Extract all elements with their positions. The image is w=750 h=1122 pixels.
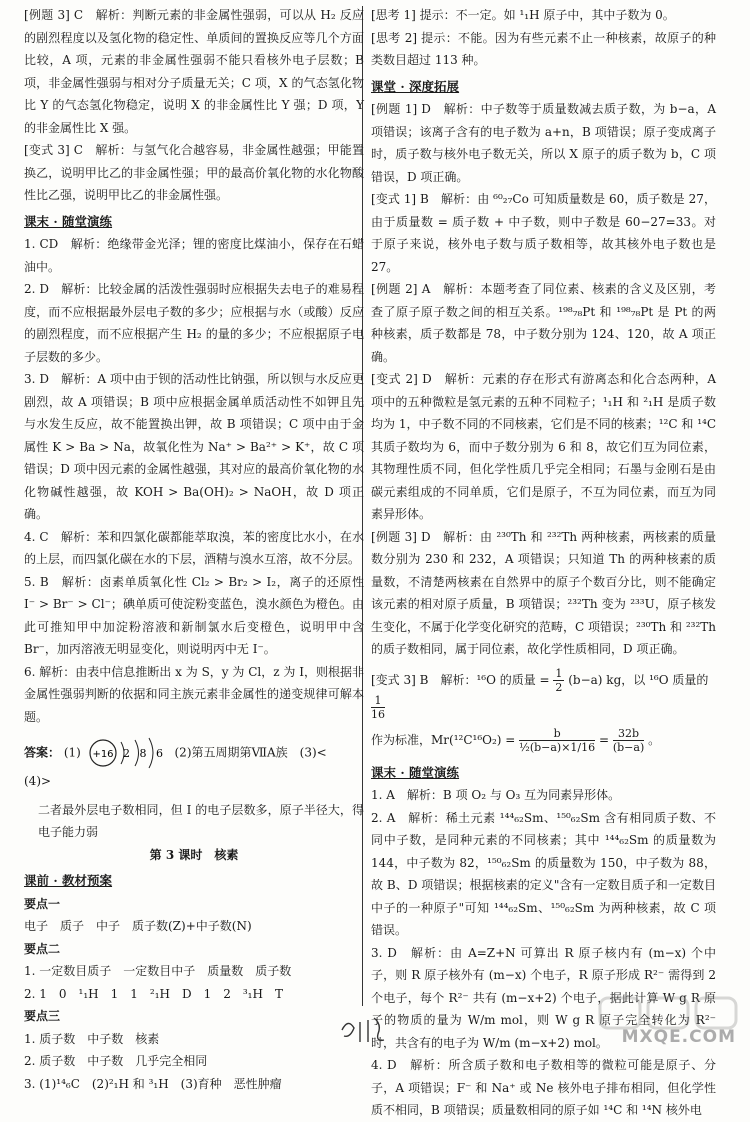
lesson-title: 第 3 课时 核素 xyxy=(149,847,239,862)
variant3-mid: (b−a) kg，以 ¹⁶O 质量的 xyxy=(568,672,709,687)
solution-paragraph: 5. B 解析：卤素单质氧化性 Cl₂ > Br₂ > I₂，离子的还原性 I⁻ > Br⁻ > Cl⁻；碘单质可使淀粉变蓝色，溴水颜色为橙色。由此可推知甲中加淀粉溶液和新制氯水后变橙色，说明甲中含 Br⁻，加丙溶液无明显变化，则说明丙中无 I⁻。 xyxy=(24,574,364,656)
section-heading: 课末 · 随堂演练 xyxy=(371,764,460,780)
answer-line xyxy=(24,736,364,793)
key-point-heading: 要点三 xyxy=(24,1009,61,1023)
solution-paragraph: 2. 质子数 中子数 几乎完全相同 xyxy=(24,1054,208,1068)
right-column xyxy=(371,4,716,1122)
handwritten-mark xyxy=(338,1012,408,1048)
frac-den: (b−a) xyxy=(612,740,645,754)
right-after-blocks xyxy=(371,762,716,1122)
solution-paragraph: 1. A 解析：B 项 O₂ 与 O₃ 互为同素异形体。 xyxy=(371,788,621,802)
frac-den: 2 xyxy=(555,680,563,694)
atom-structure-diagram xyxy=(87,736,169,770)
right-blocks xyxy=(371,4,716,661)
shell-electrons: 2 8 6 xyxy=(122,747,166,760)
solution-paragraph: 电子 质子 中子 质子数(Z)+中子数(N) xyxy=(24,919,252,933)
frac-num: 32b xyxy=(613,727,644,741)
equals-sign: = xyxy=(598,732,613,747)
key-point-heading: 要点一 xyxy=(24,896,61,911)
solution-paragraph: [变式 1] B 解析：由 ⁶⁰₂₇Co 可知质量数是 60，质子数是 27，由于质量数 = 质子数 + 中子数，则中子数是 60−27=33。对于原子来说，核外电子数与质子数相等，故其核外电子数也是 27。 xyxy=(371,192,716,274)
solution-paragraph: 6. 解析：由表中信息推断出 x 为 S，y 为 Cl，z 为 I，则根据非金属性强弱判断的依据和同主族元素非金属性的递变规律可解本题。 xyxy=(24,664,364,724)
solution-paragraph: 2. 1 0 ¹₁H 1 1 ²₁H D 1 2 ³₁H T xyxy=(24,986,283,1001)
section-heading: 课堂 · 深度拓展 xyxy=(371,78,460,94)
solution-paragraph: 1. CD 解析：绝缘带金光泽；锂的密度比煤油小，保存在石蜡油中。 xyxy=(24,237,364,274)
solution-paragraph: 1. 质子数 中子数 核素 xyxy=(24,1031,160,1046)
left-column xyxy=(24,4,364,1095)
solution-paragraph: [变式 2] D 解析：元素的存在形式有游离态和化合态两种，A 项中的五种微粒是氢元素的五种不同粒子；¹₁H 和 ²₁H 是质子数均为 1，中子数不同的不同核素，它们是不同的核素；¹²C 和 ¹⁴C 其质子数均为 6，而中子数分别为 6 和 8，故它们互为同位素，其物理性质不同，但化学性质几乎完全相同；石墨与金刚石是由碳元素组成的不同单质，它们是原子，不互为同位素，而互为同素异形体。 xyxy=(371,372,716,521)
fraction-mr xyxy=(519,727,595,754)
answer-part2: (2)第五周期第ⅦA族 (3)< (4)> xyxy=(24,745,339,788)
left-after-blocks xyxy=(24,799,364,1096)
solution-paragraph: 3. D 解析：由 A=Z+N 可算出 R 原子核内有 (m−x) 个中子，则 R 原子核外有 (m−x) 个电子，R 原子形成 R²⁻ 需得到 2 个电子，每个 R²⁻ 共有 (m−x+2) 个电子，据此计算 W g R 原子的物质的量为 W/m mol，则 W g R 原子完全转化为 R²⁻ 时，共含有的电子为 W/m (m−x+2) mol。 xyxy=(371,945,716,1050)
variant3-line1 xyxy=(371,667,716,721)
solution-paragraph: 2. A 解析：稀土元素 ¹⁴⁴₆₂Sm、¹⁵⁰₆₂Sm 含有相同质子数、不同中子数，是同种元素的不同核素；其中 ¹⁴⁴₆₂Sm 的质量数为 144，中子数为 82，¹⁵⁰₆₂Sm 的质量数为 150，中子数为 88，故 B、D 项错误；根据核素的定义"含有一定数目质子和一定数目中子的一种原子"可知 ¹⁴⁴₆₂Sm、¹⁵⁰₆₂Sm 为两种核素，故 C 项错误。 xyxy=(371,810,716,937)
fraction-half xyxy=(553,667,564,694)
solution-paragraph: 4. C 解析：苯和四氯化碳都能萃取溴，苯的密度比水小，在水的上层，而四氯化碳在水的下层，酒精与溴水互溶，故不分层。 xyxy=(24,529,364,566)
solution-paragraph: 4. D 解析：所含质子数和电子数相等的微粒可能是原子、分子，A 项错误；F⁻ 和 Na⁺ 或 Ne 核外电子排布相同，但化学性质不相同，B 项错误；质量数相同的原子如 ¹⁴C 和 ¹⁴N 核外电 xyxy=(371,1058,716,1117)
solution-paragraph: [例题 2] A 解析：本题考查了同位素、核素的含义及区别，考查了原子原子数之间的相互关系。¹⁹⁸₇₈Pt 和 ¹⁹⁸₇₈Pt 是 Pt 的两种核素，质子数都是 78，中子数分别为 124、120，故 A 项正确。 xyxy=(371,282,716,364)
frac-num: 1 xyxy=(371,694,385,708)
section-heading: 课前 · 教材预案 xyxy=(24,873,113,888)
solution-paragraph: 2. D 解析：比较金属的活泼性强弱时应根据失去电子的难易程度，而不应根据最外层电子数的多少；应根据与水（或酸）反应的剧烈程度，而不应根据产生 H₂ 的量的多少；不应根据原子电子层数的多少。 xyxy=(24,282,364,364)
variant3-head: [变式 3] B 解析：¹⁶O 的质量 = xyxy=(371,672,554,687)
solution-paragraph: 二者最外层电子数相同，但 I 的电子层数多，原子半径大，得电子能力弱 xyxy=(38,802,364,839)
solution-paragraph: 1. 一定数目质子 一定数目中子 质量数 质子数 xyxy=(24,964,292,978)
watermark-text: MXQE.COM xyxy=(621,1026,736,1047)
solution-paragraph: [思考 2] 提示：不能。因为有些元素不止一种核素，故原子的种类数目超过 113 种。 xyxy=(371,30,716,67)
left-blocks xyxy=(24,4,364,728)
key-point-heading: 要点二 xyxy=(24,941,61,956)
section-heading: 课末 · 随堂演练 xyxy=(24,213,113,229)
solution-paragraph: [变式 3] C 解析：与氢气化合越容易，非金属性越强；甲能置换乙，说明甲比乙的非金属性强；甲的最高价氧化物的水化物酸性比乙强，说明甲比乙的非金属性强。 xyxy=(24,143,364,202)
solution-paragraph: [例题 1] D 解析：中子数等于质量数减去质子数，为 b−a，A 项错误；该离子含有的电子数为 a+n，B 项错误；原子变成离子时，质子数与核外电子数无关，所以 X 原子的质子数为 b，C 项错误，D 项正确。 xyxy=(371,102,716,184)
frac-den: 16 xyxy=(371,707,385,721)
solution-paragraph: 3. (1)¹⁴₆C (2)²₁H 和 ³₁H (3)育种 恶性肿瘤 xyxy=(24,1076,282,1091)
solution-paragraph: [例题 3] D 解析：由 ²³⁰Th 和 ²³²Th 两种核素，两核素的质量数分别为 230 和 232，A 项错误；只知道 Th 的两种核素的质量数，不清楚两核素在自然界中的原子个数百分比，则不能确定该元素的相对原子质量，B 项错误；²³²Th 变为 ²³³U，原子核发生变化，不属于化学变化研究的范畴，C 项错误；²³⁰Th 和 ²³²Th 的质子数相同，属于同位素，故化学性质相同，D 项正确。 xyxy=(371,529,716,656)
frac-num: b xyxy=(519,727,595,741)
solution-paragraph: 3. D 解析：A 项中由于钡的活动性比钠强，所以钡与水反应更剧烈，故 A 项错误；B 项中应根据金属单质活动性不如钾且先与水发生反应，故不能置换出钾，故 B 项错误；C 项中由于金属性 K > Ba > Na，故氧化性为 Na⁺ > Ba²⁺ > K⁺，故 C 项错误；D 项中因元素的金属性越强，其对应的最高价氧化物的水化物碱性越强，故 KOH > Ba(OH)₂ > NaOH，故 D 项正确。 xyxy=(24,372,364,521)
nucleus-label: +16 xyxy=(92,749,114,760)
answer-label: 答案： xyxy=(24,745,61,760)
solution-paragraph: [思考 1] 提示：不一定。如 ¹₁H 原子中，其中子数为 0。 xyxy=(371,8,675,22)
variant3-line2 xyxy=(371,727,716,754)
frac-num: 1 xyxy=(555,666,563,680)
variant3b-head: 作为标准，Mr(¹²C¹⁶O₂) = xyxy=(371,732,520,747)
frac-den: ½(b−a)×1/16 xyxy=(519,740,596,754)
solution-paragraph: [例题 3] C 解析：判断元素的非金属性强弱，可以从 H₂ 反应的剧烈程度以及氢化物的稳定性、单质间的置换反应等几个方面比较，A 项，元素的非金属性强弱不能只看核外电子层数；B 项，非金属性强弱与相对分子质量无关；C 项，X 的气态氢化物比 Y 的气态氢化物稳定，说明 X 的非金属性比 Y 强；D 项，Y 的非金属性比 X 强。 xyxy=(24,8,364,135)
fraction-result xyxy=(613,727,644,754)
answer-part1: (1) xyxy=(63,745,81,760)
variant3b-tail: 。 xyxy=(648,732,661,747)
fraction-sixteenth xyxy=(371,694,385,721)
